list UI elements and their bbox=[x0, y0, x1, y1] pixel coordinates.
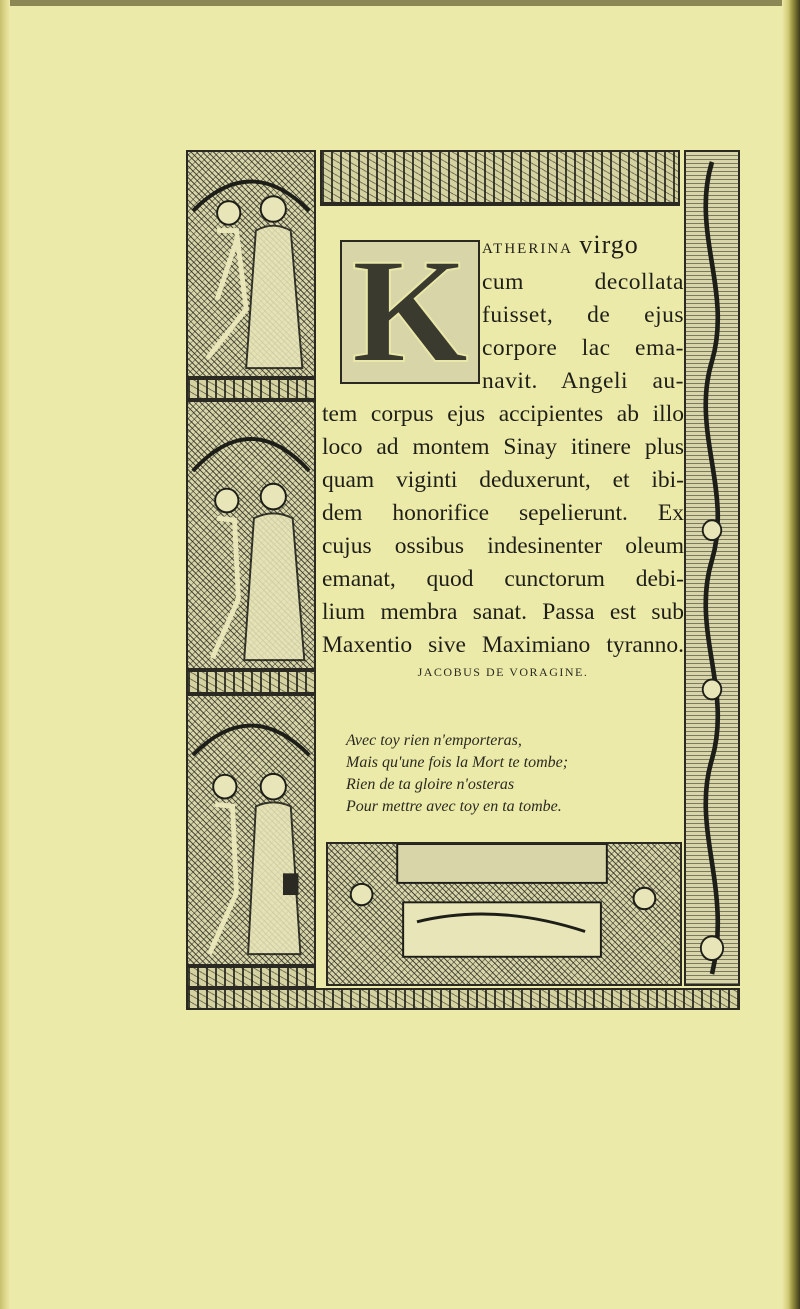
initial-letter: K bbox=[351, 240, 469, 384]
text-line-5: navit. Angeli au- bbox=[482, 368, 684, 394]
engraving-deathbed-scene bbox=[326, 842, 682, 986]
bottom-ornament-band bbox=[186, 988, 740, 1010]
text-line-10: cujus ossibus indesinenter oleum bbox=[322, 533, 684, 559]
left-band-3 bbox=[186, 966, 316, 988]
indented-lines bbox=[482, 228, 684, 398]
text-line-9: dem honorifice sepelierunt. Ex bbox=[322, 500, 684, 526]
text-line-11: emanat, quod cunctorum debi- bbox=[322, 566, 684, 592]
author-attribution: JACOBUS DE VORAGINE. bbox=[417, 665, 589, 679]
top-rule bbox=[320, 204, 680, 206]
main-text bbox=[322, 228, 684, 662]
top-ornament-band bbox=[320, 150, 680, 204]
page-right-edge bbox=[782, 0, 800, 1309]
text-line-1: ATHERINA virgo bbox=[482, 230, 639, 259]
left-band-1 bbox=[186, 378, 316, 400]
text-line-3: fuisset, de ejus bbox=[482, 302, 684, 328]
text-line-12: lium membra sanat. Passa est sub bbox=[322, 599, 684, 625]
text-line-7: loco ad montem Sinay itinere plus bbox=[322, 434, 684, 460]
verse-line-2: Mais qu'une fois la Mort te tombe; bbox=[346, 754, 569, 771]
page-top-edge bbox=[0, 0, 800, 6]
text-line-2: cum decollata bbox=[482, 269, 684, 295]
verse-line-1: Avec toy rien n'emporteras, bbox=[346, 732, 522, 749]
verse-line-3: Rien de ta gloire n'osteras bbox=[346, 776, 515, 793]
engraving-death-and-servant bbox=[186, 694, 316, 966]
text-line-4: corpore lac ema- bbox=[482, 335, 684, 361]
text-line-8: quam viginti deduxerunt, et ibi- bbox=[322, 467, 684, 493]
left-band-2 bbox=[186, 670, 316, 694]
engraving-death-and-lady bbox=[186, 150, 316, 378]
french-verse bbox=[346, 730, 686, 818]
page-left-edge bbox=[0, 0, 10, 1309]
text-line-6: tem corpus ejus accipientes ab illo bbox=[322, 401, 684, 427]
verse-line-4: Pour mettre avec toy en ta tombe. bbox=[346, 798, 562, 815]
engraving-death-and-maiden bbox=[186, 400, 316, 670]
right-foliage-border bbox=[684, 150, 740, 986]
text-line-13: Maxentio sive Maximiano tyranno. bbox=[322, 632, 684, 658]
